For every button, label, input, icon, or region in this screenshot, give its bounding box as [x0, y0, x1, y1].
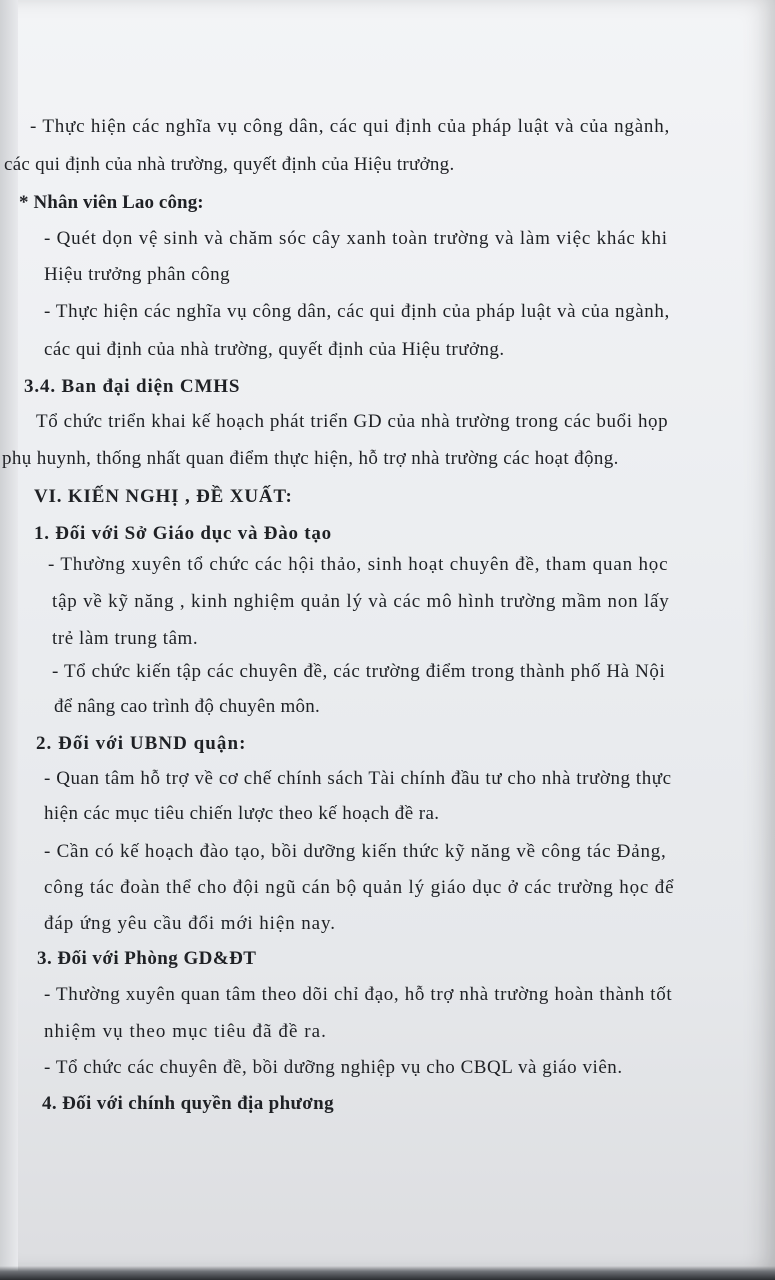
- text-line: - Thường xuyên quan tâm theo dõi chỉ đạo, hỗ trợ nhà trường hoàn thành tốt: [44, 984, 673, 1005]
- section-heading: 3. Đối với Phòng GD&ĐT: [37, 948, 257, 969]
- page-bottom-edge: [0, 1266, 775, 1280]
- text-line: - Tổ chức kiến tập các chuyên đề, các trường điểm trong thành phố Hà Nội: [52, 661, 666, 682]
- chapter-heading: VI. KIẾN NGHỊ , ĐỀ XUẤT:: [34, 486, 293, 507]
- text-line: hiện các mục tiêu chiến lược theo kế hoạch đề ra.: [44, 803, 440, 824]
- text-line: - Thường xuyên tổ chức các hội thảo, sinh hoạt chuyên đề, tham quan học: [48, 554, 669, 575]
- page-left-edge: [0, 0, 18, 1280]
- section-heading: 4. Đối với chính quyền địa phương: [42, 1093, 334, 1114]
- text-line: công tác đoàn thể cho đội ngũ cán bộ quản lý giáo dục ở các trường học để: [44, 877, 675, 898]
- text-line: - Tổ chức các chuyên đề, bồi dưỡng nghiệp vụ cho CBQL và giáo viên.: [44, 1057, 623, 1078]
- text-line: để nâng cao trình độ chuyên môn.: [54, 696, 321, 717]
- text-line: - Quan tâm hỗ trợ về cơ chế chính sách Tài chính đầu tư cho nhà trường thực: [44, 768, 672, 789]
- text-line: phụ huynh, thống nhất quan điểm thực hiện, hỗ trợ nhà trường các hoạt động.: [2, 448, 619, 469]
- text-line: - Cần có kế hoạch đào tạo, bồi dưỡng kiến thức kỹ năng về công tác Đảng,: [44, 841, 667, 862]
- text-line: đáp ứng yêu cầu đổi mới hiện nay.: [44, 913, 336, 934]
- text-line: trẻ làm trung tâm.: [52, 628, 199, 649]
- section-heading: 1. Đối với Sở Giáo dục và Đào tạo: [34, 523, 332, 544]
- text-line: tập về kỹ năng , kinh nghiệm quản lý và các mô hình trường mầm non lấy: [52, 591, 670, 612]
- text-line: - Thực hiện các nghĩa vụ công dân, các qui định của pháp luật và của ngành,: [44, 301, 670, 322]
- section-heading: * Nhân viên Lao công:: [19, 192, 204, 213]
- text-line: - Quét dọn vệ sinh và chăm sóc cây xanh toàn trường và làm việc khác khi: [44, 228, 668, 249]
- section-heading: 3.4. Ban đại diện CMHS: [24, 376, 241, 397]
- text-line: Tổ chức triển khai kế hoạch phát triển GD của nhà trường trong các buổi họp: [36, 411, 669, 432]
- text-line: các qui định của nhà trường, quyết định của Hiệu trưởng.: [4, 154, 455, 175]
- section-heading: 2. Đối với UBND quận:: [36, 733, 247, 754]
- text-line: các qui định của nhà trường, quyết định của Hiệu trưởng.: [44, 339, 505, 360]
- text-line: Hiệu trưởng phân công: [44, 264, 231, 285]
- text-line: nhiệm vụ theo mục tiêu đã đề ra.: [44, 1021, 327, 1042]
- text-line: - Thực hiện các nghĩa vụ công dân, các qui định của pháp luật và của ngành,: [30, 116, 671, 137]
